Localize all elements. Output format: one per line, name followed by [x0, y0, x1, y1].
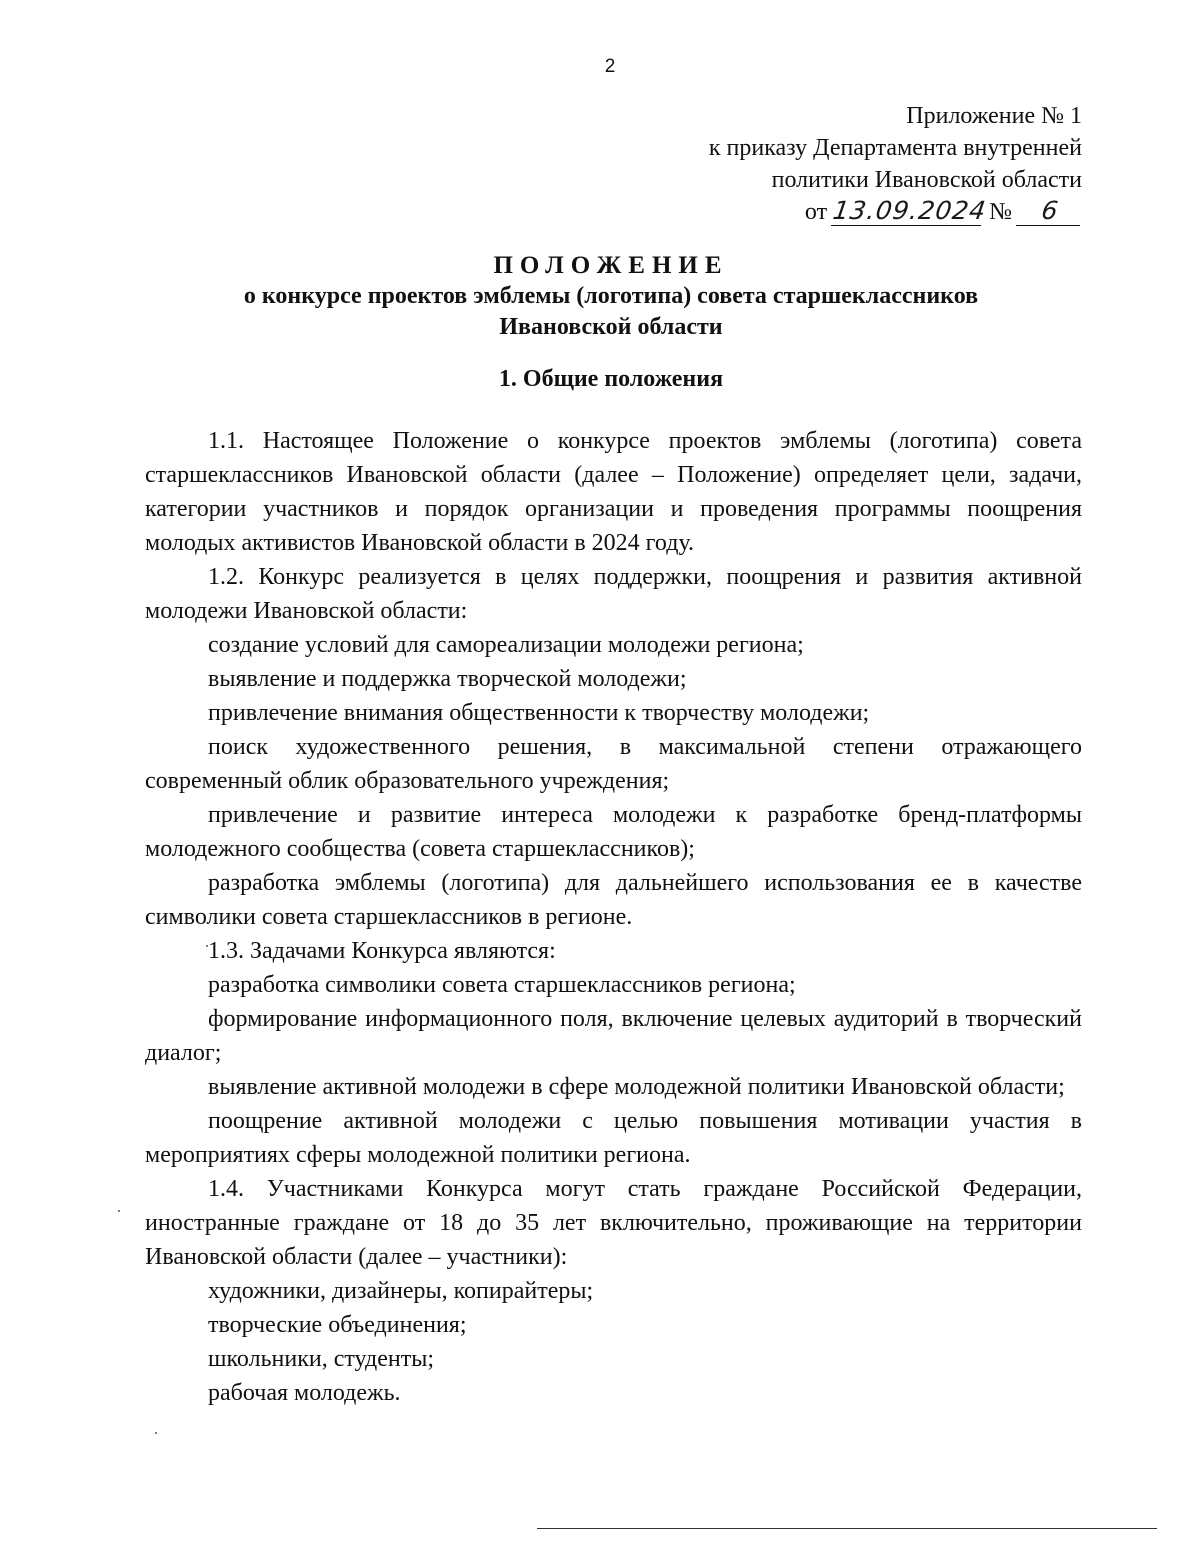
list-item: формирование информационного поля, включение целевых аудиторий в творческий диалог; — [145, 1006, 1082, 1066]
list-item: школьники, студенты; — [208, 1346, 435, 1372]
list-item: рабочая молодежь. — [208, 1380, 401, 1406]
footer-rule — [537, 1528, 1157, 1529]
appendix-line-1: Приложение № 1 — [906, 103, 1082, 129]
list-item: выявление активной молодежи в сфере молодежной политики Ивановской области; — [208, 1074, 1065, 1100]
document-body — [145, 424, 1082, 1410]
scan-speck — [206, 945, 208, 947]
list-item: создание условий для самореализации молодежи региона; — [208, 632, 804, 658]
title-heading: ПОЛОЖЕНИЕ — [493, 252, 729, 279]
page-number: 2 — [604, 56, 616, 77]
appendix-line-2: к приказу Департамента внутренней — [708, 135, 1082, 161]
document-title — [0, 250, 1200, 343]
list-item: привлечение внимания общественности к творчеству молодежи; — [208, 700, 870, 726]
list-item: разработка эмблемы (логотипа) для дальнейшего использования ее в качестве символики совета старшеклассников в регионе. — [145, 870, 1082, 930]
title-subtitle-line-2: Ивановской области — [499, 314, 723, 340]
appendix-date-line — [805, 196, 1082, 228]
paragraph: 1.2. Конкурс реализуется в целях поддержки, поощрения и развития активной молодежи Ивановской области: — [145, 564, 1082, 624]
list-item: творческие объединения; — [208, 1312, 467, 1338]
paragraph: 1.3. Задачами Конкурса являются: — [208, 938, 556, 964]
list-item: привлечение и развитие интереса молодежи к разработке бренд-платформы молодежного сообщества (совета старшеклассников); — [145, 802, 1082, 862]
list-item: поощрение активной молодежи с целью повышения мотивации участия в мероприятиях сферы молодежной политики региона. — [145, 1108, 1082, 1168]
paragraph: 1.1. Настоящее Положение о конкурсе проектов эмблемы (логотипа) совета старшеклассников Ивановской области (далее – Положение) определяет цели, задачи, категории участников и порядок организации и проведения программы поощрения молодых активистов Ивановской области в 2024 году. — [145, 428, 1082, 556]
paragraph: 1.4. Участниками Конкурса могут стать граждане Российской Федерации, иностранные граждане от 18 до 35 лет включительно, проживающие на территории Ивановской области (далее – участники): — [145, 1176, 1082, 1270]
list-item: разработка символики совета старшеклассников региона; — [208, 972, 796, 998]
appendix-line-3: политики Ивановской области — [771, 167, 1082, 193]
list-item: выявление и поддержка творческой молодежи; — [208, 666, 687, 692]
scan-speck — [155, 1432, 157, 1434]
appendix-header — [709, 100, 1082, 228]
section-heading: 1. Общие положения — [498, 366, 724, 392]
from-label: от — [804, 199, 828, 225]
scan-speck — [118, 1210, 120, 1212]
list-item: художники, дизайнеры, копирайтеры; — [208, 1278, 594, 1304]
handwritten-number: 6 — [1016, 197, 1084, 226]
title-subtitle-line-1: о конкурсе проектов эмблемы (логотипа) совета старшеклассников — [243, 283, 979, 309]
number-label: № — [989, 199, 1012, 225]
handwritten-date: 13.09.2024 — [831, 196, 989, 225]
list-item: поиск художественного решения, в максимальной степени отражающего современный облик образовательного учреждения; — [145, 734, 1082, 794]
